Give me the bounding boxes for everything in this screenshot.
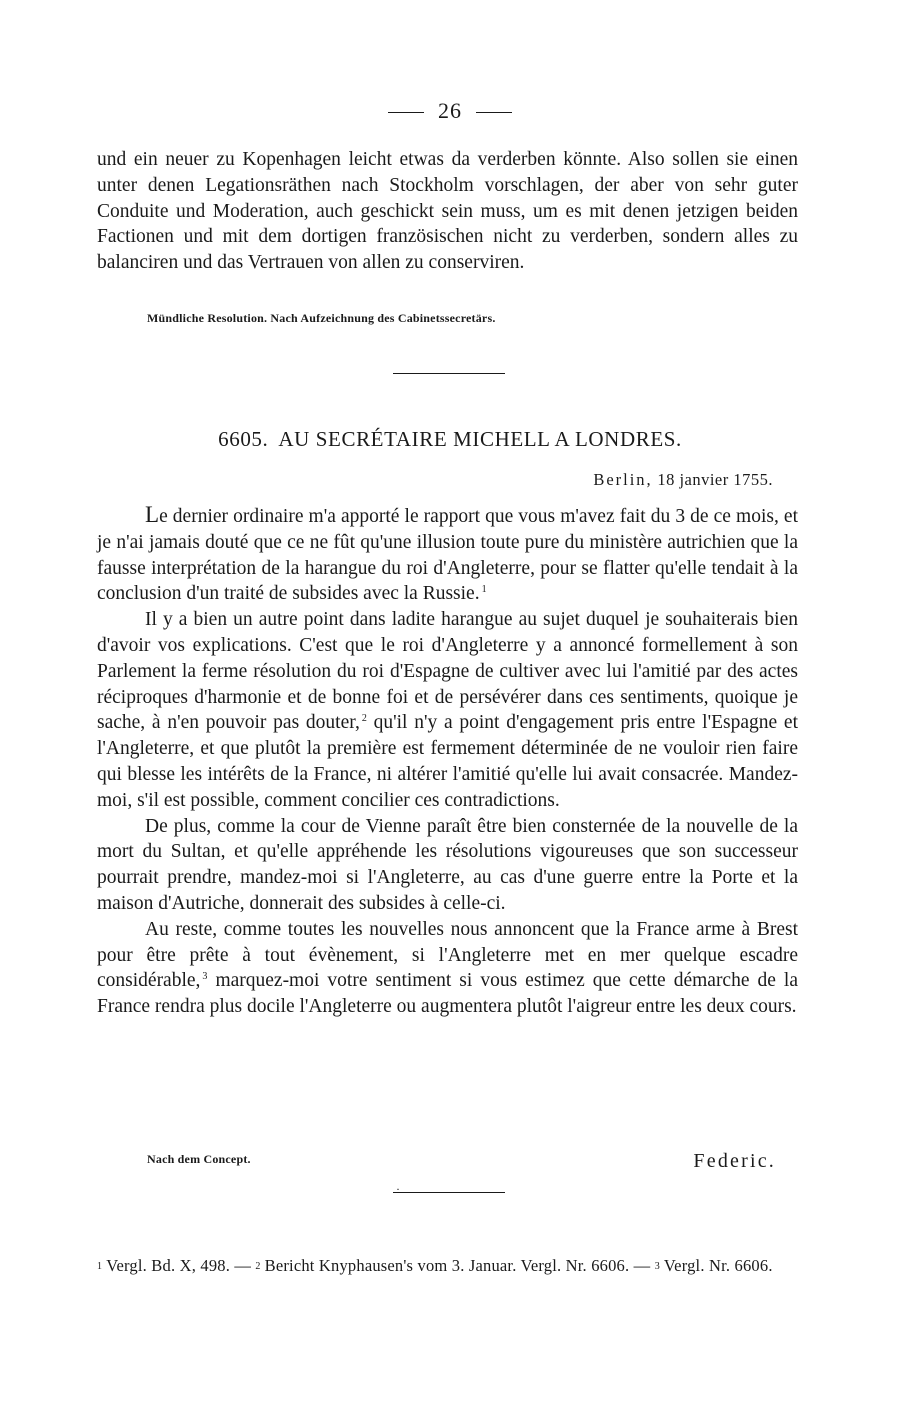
document-title: AU SECRÉTAIRE MICHELL A LONDRES.: [278, 427, 682, 451]
resolution-note: Mündliche Resolution. Nach Aufzeichnung des Cabinetssecretärs.: [147, 311, 496, 325]
page-number: 26: [438, 98, 462, 123]
paragraph-4-text-b: marquez-moi votre sentiment si vous estimez que cette démarche de la France rendra plus docile l'Angleterre ou augmentera plutôt l'aigreur entre les deux cours.: [97, 970, 798, 1018]
document-number: 6605.: [218, 427, 269, 451]
footnote-2-mark: 2: [255, 1261, 261, 1272]
signature: Federic.: [693, 1150, 776, 1172]
footnotes: [97, 1255, 798, 1278]
source-note: Nach dem Concept.: [147, 1152, 251, 1166]
footnote-2-text: Bericht Knyphausen's vom 3. Januar. Vergl. Nr. 6606. —: [264, 1256, 651, 1275]
paragraph-2-text-a: Il y a bien un autre point dans ladite harangue au sujet duquel je souhaiterais bien d'avoir vos explications. C'est que le roi d'Angleterre y a annoncé formellement à son Parlement la ferme résolution du roi d'Espagne de cultiver avec lui l'amitié par des actes réciproques d'harmonie et de bonne foi et de persévérer dans ces sentiments, quoique je sache, à n'en pouvoir pas douter,: [97, 609, 798, 734]
section-divider: [393, 373, 505, 374]
letter-body: [97, 502, 798, 1020]
footnote-3-text: Vergl. Nr. 6606.: [663, 1256, 773, 1275]
letter-paragraph-4: [97, 917, 798, 1020]
dateline-date: 18 janvier 1755.: [657, 470, 773, 489]
footnote-ref-3[interactable]: 3: [202, 971, 208, 983]
footnote-1-text: Vergl. Bd. X, 498. —: [106, 1256, 252, 1275]
letter-paragraph-1: [97, 502, 798, 607]
divider-dot: ·: [396, 1182, 400, 1196]
paragraph-4-text-a: Au reste, comme toutes les nouvelles nous annoncent que la France arme à Brest pour être prête à tout évènement, si l'Angleterre met en mer quelque escadre considérable,: [97, 918, 798, 992]
letter-paragraph-3: De plus, comme la cour de Vienne paraît être bien consternée de la nouvelle de la mort du Sultan, et qu'elle appréhende les résolutions vigoureuses que son successeur pourrait prendre, mandez-moi si l'Angleterre, au cas d'une guerre entre la Porte et la maison d'Autriche, donnerait des subsides à celle-ci.: [97, 815, 798, 914]
footnote-divider: [393, 1192, 505, 1193]
document-heading: [0, 427, 900, 452]
footnote-1-mark: 1: [97, 1261, 103, 1272]
paragraph-2-text-b: qu'il n'y a point d'engagement pris entre l'Espagne et l'Angleterre, et que plutôt la première est fermement déterminée de ne vouloir rien faire qui blesse les intérêts de la France, ni altérer l'amitié qu'elle lui avait consacrée. Mandez-moi, s'il est possible, comment concilier ces contradictions.: [97, 712, 799, 811]
dateline-place: Berlin,: [593, 470, 653, 489]
footnote-ref-2[interactable]: 2: [361, 713, 367, 725]
page-header: [0, 98, 900, 124]
footnote-3-mark: 3: [654, 1261, 660, 1272]
letter-paragraph-2: [97, 607, 798, 813]
dateline: [593, 470, 773, 490]
continuation-text: [97, 147, 798, 276]
header-dash-left: [388, 112, 424, 113]
paragraph-1-text: e dernier ordinaire m'a apporté le rapport que vous m'avez fait du 3 de ce mois, et je n'ai jamais douté que ce ne fût qu'une illusion toute pure du ministère autrichien que la fausse interprétation de la harangue du roi d'Angleterre, pour se flatter qu'elle tendait à la conclusion d'un traité de subsides avec la Russie.: [97, 506, 798, 605]
header-dash-right: [476, 112, 512, 113]
initial-letter: L: [145, 502, 160, 527]
footnote-ref-1[interactable]: 1: [481, 584, 487, 596]
continuation-paragraph: und ein neuer zu Kopenhagen leicht etwas da verderben könnte. Also sollen sie einen unter denen Legationsräthen nach Stockholm vorschlagen, der aber von sehr guter Conduite und Moderation, auch geschickt sein muss, um es mit denen jetzigen beiden Factionen und mit dem dortigen französischen nicht zu verderben, sondern alles zu balanciren und das Vertrauen von allen zu conserviren.: [97, 149, 798, 274]
